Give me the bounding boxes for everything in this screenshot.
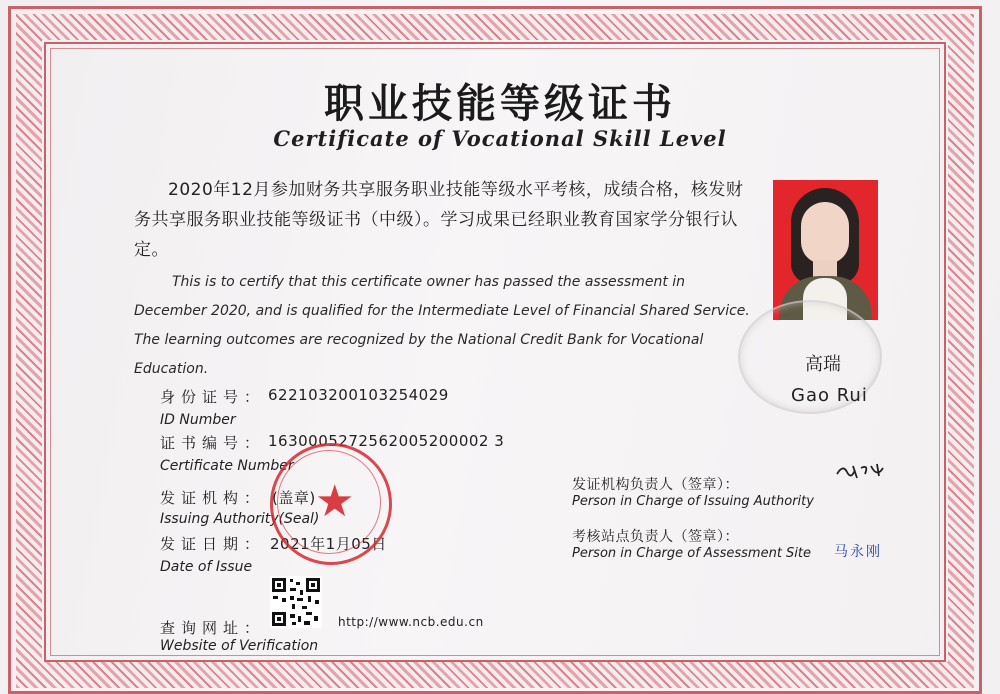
body-text-chinese: 2020年12月参加财务共享服务职业技能等级水平考核，成绩合格，核发财务共享服务职业技能等级证书（中级）。学习成果已经职业教育国家学分银行认定。	[134, 180, 744, 260]
issuing-person-label: 发证机构负责人（签章）：	[572, 477, 739, 493]
holder-photo	[773, 180, 878, 320]
website-value[interactable]: http://www.ncb.edu.cn	[338, 615, 484, 629]
holder-name-english: Gao Rui	[791, 385, 868, 406]
body-text-english: This is to certify that this certificate owner has passed the assessment in December 2020, and is qualified for the Intermediate Level of Financial Shared Service. The learning outcomes are recognized by the National Credit Bank for Vocational Education.	[134, 274, 750, 377]
title-chinese: 职业技能等级证书	[324, 81, 676, 127]
issuing-authority-value: (盖章)	[272, 489, 316, 507]
issuing-person-label-en: Person in Charge of Issuing Authority	[572, 494, 814, 509]
title-english: Certificate of Vocational Skill Level	[273, 126, 727, 151]
id-number-value: 622103200103254029	[268, 386, 449, 404]
assessment-person-label: 考核站点负责人（签章）：	[572, 529, 739, 545]
website-label: 查询网址：	[160, 619, 266, 637]
date-of-issue-label: 发证日期：	[160, 535, 266, 553]
issuing-authority-label-en: Issuing Authority(Seal)	[160, 511, 320, 527]
id-number-label: 身份证号：	[160, 388, 266, 406]
issuing-person-signature	[835, 462, 887, 482]
assessment-person-label-en: Person in Charge of Assessment Site	[572, 546, 812, 561]
website-label-en: Website of Verification	[160, 638, 319, 654]
assessment-person-signature: 马永刚	[834, 544, 882, 560]
issuing-authority-label: 发证机构：	[160, 489, 266, 507]
qr-code[interactable]	[270, 576, 322, 628]
date-of-issue-label-en: Date of Issue	[160, 559, 253, 575]
certificate-number-value: 1630005272562005200002 3	[268, 432, 505, 450]
id-number-label-en: ID Number	[160, 412, 236, 428]
certificate-number-label-en: Certificate Number	[160, 458, 294, 474]
date-of-issue-value: 2021年1月05日	[270, 535, 387, 553]
seal-star-icon: ★	[315, 476, 355, 527]
holder-name-chinese: 高瑞	[805, 354, 841, 375]
certificate-number-label: 证书编号：	[160, 434, 266, 452]
